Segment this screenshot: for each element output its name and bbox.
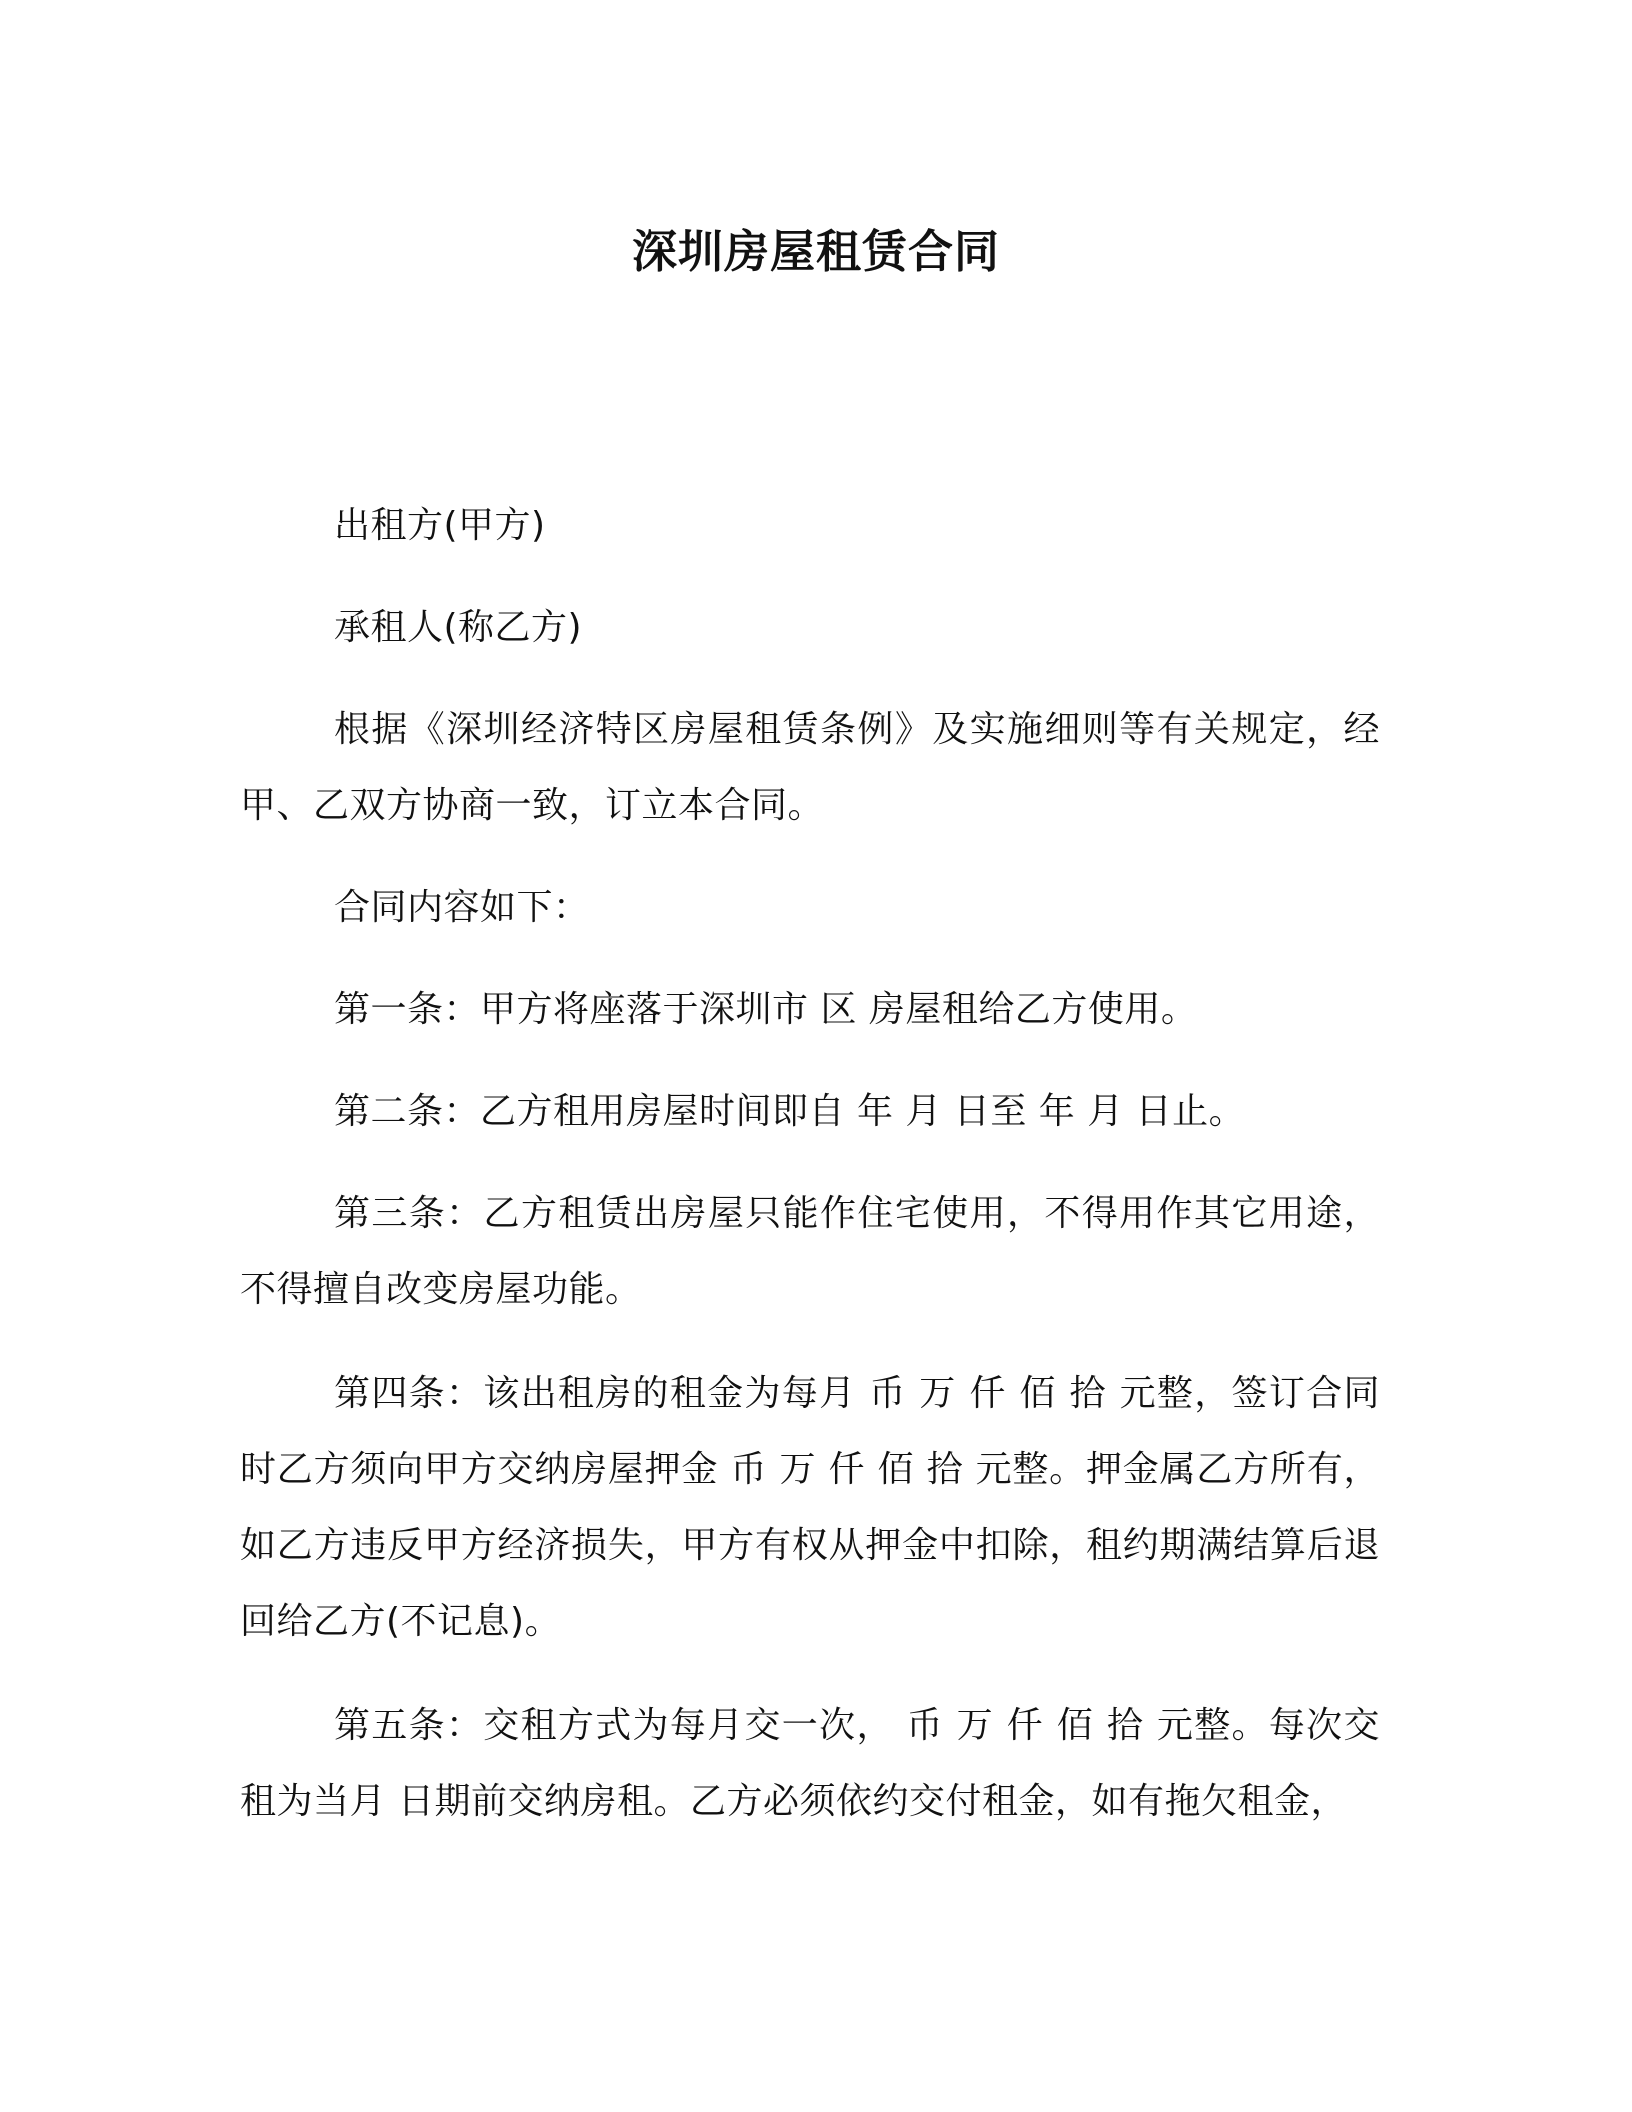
paragraph-preamble: 根据《深圳经济特区房屋租赁条例》及实施细则等有关规定，经甲、乙双方协商一致，订立本合同。 [240, 709, 1380, 826]
paragraph-article-5: 第五条：交租方式为每月交一次， 币 万 仟 佰 拾 元整。每次交租为当月 日期前交纳房租。乙方必须依约交付租金，如有拖欠租金， [240, 1705, 1380, 1822]
paragraph-article-3: 第三条：乙方租赁出房屋只能作住宅使用，不得用作其它用途，不得擅自改变房屋功能。 [240, 1193, 1380, 1310]
paragraph-article-2: 第二条：乙方租用房屋时间即自 年 月 日至 年 月 日止。 [334, 1091, 1246, 1132]
document-title: 深圳房屋租赁合同 [631, 225, 1000, 278]
paragraph-article-1: 第一条：甲方将座落于深圳市 区 房屋租给乙方使用。 [334, 989, 1198, 1030]
paragraph-article-4: 第四条：该出租房的租金为每月 币 万 仟 佰 拾 元整，签订合同时乙方须向甲方交纳房屋押金 币 万 仟 佰 拾 元整。押金属乙方所有，如乙方违反甲方经济损失，甲方有权从押金中扣除，租约期满结算后退回给乙方(不记息)。 [240, 1373, 1380, 1642]
paragraph-lessee: 承租人(称乙方) [334, 607, 583, 648]
paragraph-contents-heading: 合同内容如下： [334, 887, 590, 928]
paragraph-lessor: 出租方(甲方) [334, 505, 546, 546]
